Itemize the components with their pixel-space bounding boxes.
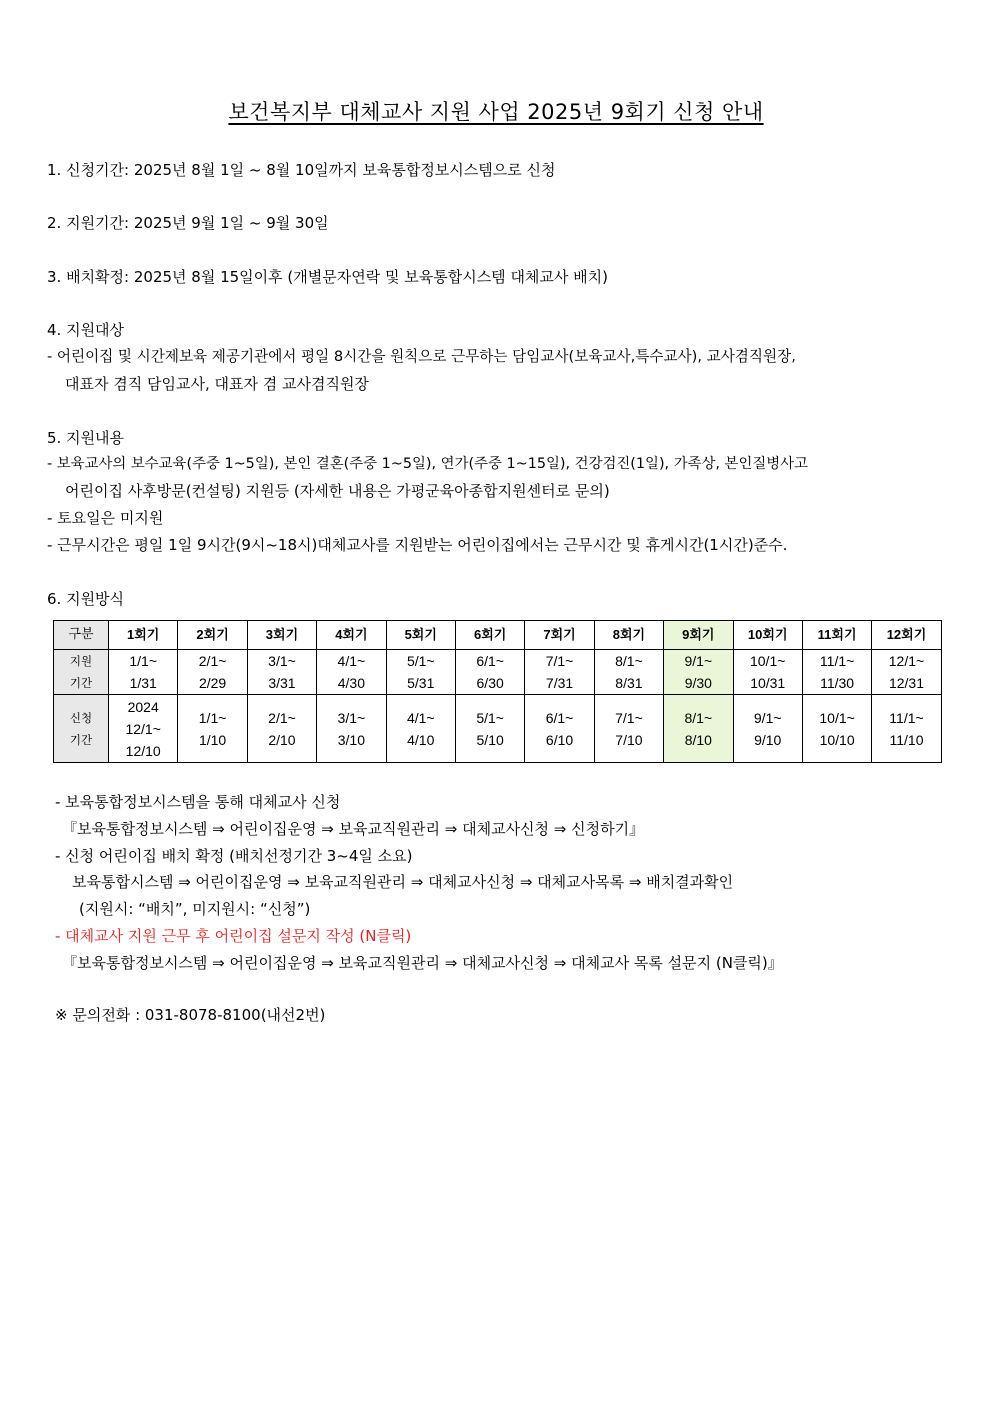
target-line: - 어린이집 및 시간제보육 제공기관에서 평일 8시간을 원칙으로 근무하는 담임교사(보육교사,특수교사), 교사겸직원장, (47, 348, 796, 365)
date-start: 2/1~ (198, 653, 227, 669)
date-end: 8/10 (684, 731, 712, 748)
date-end: 6/10 (545, 731, 574, 748)
date-start: 1/1~ (198, 709, 227, 726)
note-path: 보육통합시스템 ⇒ 어린이집운영 ⇒ 보육교직원관리 ⇒ 대체교사신청 ⇒ 대체교사목록 ⇒ 배치결과확인 (72, 873, 734, 891)
date-end: 1/10 (198, 731, 227, 748)
round-header-cell: 12회기 (872, 621, 941, 650)
date-end: 7/10 (615, 731, 643, 748)
date-end: 8/31 (615, 675, 643, 691)
date-end: 1/31 (129, 675, 157, 691)
date-start: 3/1~ (268, 653, 296, 669)
round-header-cell: 10회기 (733, 621, 802, 650)
date-start: 8/1~ (684, 709, 713, 726)
date-end: 10/10 (819, 731, 855, 748)
date-end: 9/30 (684, 675, 712, 691)
survey-note: - 대체교사 지원 근무 후 어린이집 설문지 작성 (N클릭) (55, 927, 412, 945)
support-period-label (54, 650, 109, 695)
date-start: 10/1~ (819, 709, 855, 726)
header-label-cell: 구분 (54, 621, 109, 650)
round-header-cell: 4회기 (317, 621, 386, 650)
apply-period-cell (178, 695, 247, 763)
date-start: 1/1~ (129, 653, 158, 669)
support-period-cell (455, 650, 524, 695)
date-end: 5/10 (476, 731, 504, 748)
date-end: 12/10 (125, 742, 161, 759)
support-period-cell (733, 650, 802, 695)
content-line: - 토요일은 미지원 (47, 509, 164, 527)
support-period-cell (317, 650, 386, 695)
apply-period-cell (525, 695, 594, 763)
note-line: - 보육통합정보시스템을 통해 대체교사 신청 (55, 793, 341, 811)
support-period-cell-highlighted (664, 650, 733, 695)
date-start: 5/1~ (406, 653, 435, 669)
date-start: 7/1~ (615, 709, 643, 726)
date-start: 6/1~ (476, 653, 504, 669)
apply-period-cell (733, 695, 802, 763)
contact-phone: ※ 문의전화 : 031-8078-8100(내선2번) (55, 1006, 326, 1024)
date-start: 4/1~ (337, 653, 366, 669)
apply-period-cell (109, 695, 178, 763)
date-end: 9/10 (754, 731, 782, 748)
date-start: 10/1~ (749, 653, 786, 669)
label-line: 기간 (69, 676, 93, 690)
date-end: 2/29 (198, 675, 227, 691)
schedule-table (53, 620, 942, 763)
apply-period-cell-highlighted (664, 695, 733, 763)
content-line: - 보육교사의 보수교육(주중 1~5일), 본인 결혼(주중 1~5일), 연가(주중 1~15일), 건강검진(1일), 가족상, 본인질병사고 (47, 456, 808, 472)
date-start: 8/1~ (615, 653, 643, 669)
round-header-cell: 5회기 (386, 621, 455, 650)
support-period-cell (525, 650, 594, 695)
date-end: 12/31 (888, 675, 925, 691)
apply-period-cell (594, 695, 663, 763)
date-end: 6/30 (476, 675, 504, 691)
apply-period-cell (247, 695, 316, 763)
support-period-cell (802, 650, 871, 695)
note-path: 『보육통합정보시스템 ⇒ 어린이집운영 ⇒ 보육교직원관리 ⇒ 대체교사신청 ⇒ 대체교사 목록 설문지 (N클릭)』 (62, 954, 783, 972)
date-end: 4/10 (407, 731, 435, 748)
date-start: 2/1~ (268, 709, 296, 726)
date-end: 3/10 (337, 731, 365, 748)
content-line: - 근무시간은 평일 1일 9시간(9시~18시)대체교사를 지원받는 어린이집에서는 근무시간 및 휴게시간(1시간)준수. (47, 536, 788, 554)
date-start: 11/1~ (819, 653, 855, 669)
round-header-cell-highlighted: 9회기 (664, 621, 733, 650)
date-end: 7/31 (545, 675, 574, 691)
label-line: 기간 (69, 732, 93, 747)
date-end: 11/30 (820, 675, 855, 691)
apply-period-cell (317, 695, 386, 763)
label-line: 신청 (69, 710, 93, 725)
support-period-cell (178, 650, 247, 695)
round-header-cell: 1회기 (109, 621, 178, 650)
apply-period-cell (872, 695, 941, 763)
target-heading: 4. 지원대상 (47, 321, 125, 339)
support-period-cell (594, 650, 663, 695)
round-header-cell: 7회기 (525, 621, 594, 650)
apply-period-cell (455, 695, 524, 763)
date-end: 11/10 (889, 731, 924, 748)
support-period-cell (109, 650, 178, 695)
note-status: (지원시: “배치”, 미지원시: “신청”) (79, 900, 311, 918)
date-end: 2/10 (268, 731, 296, 748)
round-header-cell: 2회기 (178, 621, 247, 650)
date-start: 12/1~ (888, 653, 925, 669)
label-line: 지원 (69, 654, 93, 668)
support-period-row (54, 650, 942, 695)
date-start: 4/1~ (406, 709, 435, 726)
content-line: 어린이집 사후방문(컨설팅) 지원등 (자세한 내용은 가평군육아종합지원센터로 문의) (65, 482, 610, 500)
date-start: 9/1~ (753, 709, 782, 726)
date-start: 3/1~ (337, 709, 366, 726)
round-header-cell: 3회기 (247, 621, 316, 650)
support-period-cell (386, 650, 455, 695)
date-end: 5/31 (407, 675, 435, 691)
apply-period-cell (802, 695, 871, 763)
target-line: 대표자 겸직 담임교사, 대표자 겸 교사겸직원장 (65, 375, 369, 393)
round-header-cell: 6회기 (455, 621, 524, 650)
apply-period-cell (386, 695, 455, 763)
support-period-item: 2. 지원기간: 2025년 9월 1일 ~ 9월 30일 (47, 214, 329, 232)
date-year: 2024 (127, 698, 159, 715)
placement-item: 3. 배치확정: 2025년 8월 15일이후 (개별문자연락 및 보육통합시스템 대체교사 배치) (47, 268, 608, 286)
method-heading: 6. 지원방식 (47, 590, 125, 608)
apply-period-row (54, 695, 942, 763)
apply-period-item: 1. 신청기간: 2025년 8월 1일 ~ 8월 10일까지 보육통합정보시스템으로 신청 (47, 161, 556, 179)
date-start: 7/1~ (545, 653, 574, 669)
date-start: 12/1~ (125, 720, 161, 737)
schedule-header-row (54, 621, 942, 650)
round-header-cell: 11회기 (802, 621, 871, 650)
note-path: 『보육통합정보시스템 ⇒ 어린이집운영 ⇒ 보육교직원관리 ⇒ 대체교사신청 ⇒ 신청하기』 (62, 820, 645, 838)
support-period-cell (872, 650, 941, 695)
date-start: 6/1~ (545, 709, 574, 726)
date-end: 4/30 (337, 675, 365, 691)
apply-period-label (54, 695, 109, 763)
page-title: 보건복지부 대체교사 지원 사업 2025년 9회기 신청 안내 (228, 100, 764, 124)
date-end: 10/31 (750, 675, 786, 691)
date-start: 9/1~ (684, 653, 713, 669)
support-period-cell (247, 650, 316, 695)
content-heading: 5. 지원내용 (47, 429, 125, 447)
date-start: 11/1~ (889, 709, 924, 726)
date-end: 3/31 (268, 675, 296, 691)
note-line: - 신청 어린이집 배치 확정 (배치선정기간 3~4일 소요) (55, 847, 413, 865)
date-start: 5/1~ (476, 709, 504, 726)
round-header-cell: 8회기 (594, 621, 663, 650)
